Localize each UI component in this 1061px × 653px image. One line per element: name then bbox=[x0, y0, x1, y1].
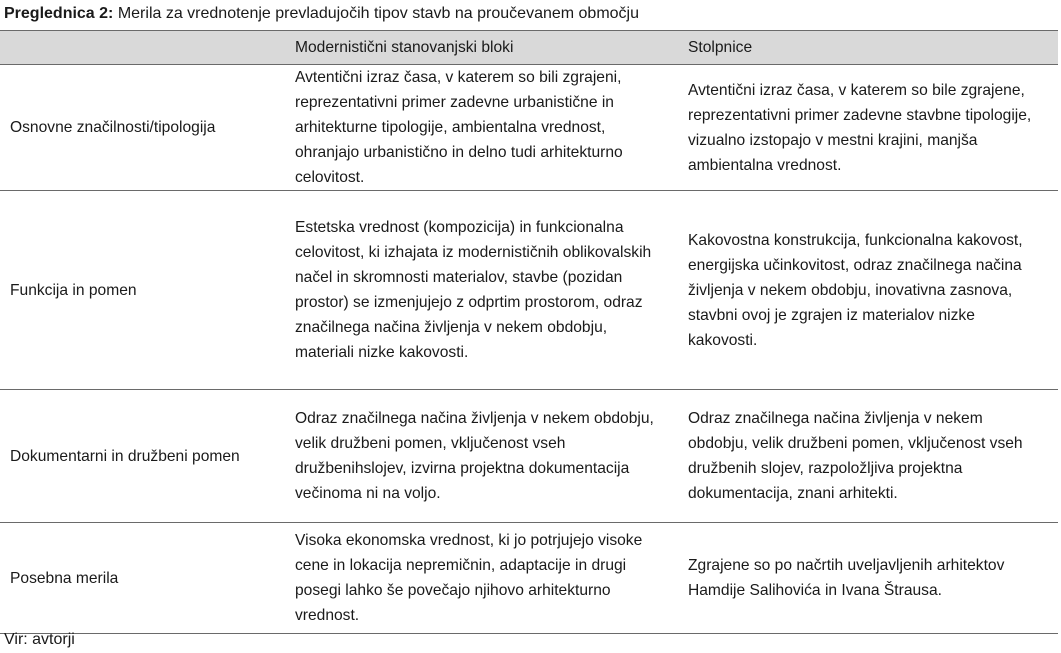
row-criterion: Funkcija in pomen bbox=[0, 191, 293, 390]
criteria-table bbox=[0, 30, 1058, 634]
table-header-row bbox=[0, 31, 1058, 65]
source-note: Vir: avtorji bbox=[4, 631, 75, 648]
row-towers-cell: Zgrajene so po načrtih uveljavljenih arhitektov Hamdije Salihovića in Ivana Štrausa. bbox=[688, 523, 1058, 634]
header-criterion bbox=[0, 31, 293, 65]
row-criterion: Posebna merila bbox=[0, 523, 293, 634]
table-caption bbox=[4, 4, 639, 24]
row-towers-cell: Kakovostna konstrukcija, funkcionalna kakovost, energijska učinkovitost, odraz značilnega načina življenja v nekem obdobju, inovativna zasnova, stavbni ovoj je zgrajen iz materialov nizke kakovosti. bbox=[688, 191, 1058, 390]
row-criterion: Dokumentarni in družbeni pomen bbox=[0, 390, 293, 523]
caption-text: Merila za vrednotenje prevladujočih tipov stavb na proučevanem območju bbox=[117, 5, 640, 22]
table-row bbox=[0, 523, 1058, 634]
row-blocks-cell: Avtentični izraz časa, v katerem so bili zgrajeni, reprezentativni primer zadevne urbanistične in arhitekturne tipologije, ambientalna vrednost, ohranjajo urbanistično in delno tudi arhitekturno celovitost. bbox=[293, 65, 688, 191]
row-blocks-cell: Visoka ekonomska vrednost, ki jo potrjujejo visoke cene in lokacija nepremičnin, adaptacije in drugi posegi lahko še povečajo njihovo arhitekturno vrednost. bbox=[293, 523, 688, 634]
row-towers-cell: Odraz značilnega načina življenja v nekem obdobju, velik družbeni pomen, vključenost vseh družbenih slojev, razpoložljiva projektna dokumentacija, znani arhitekti. bbox=[688, 390, 1058, 523]
header-towers: Stolpnice bbox=[688, 31, 1058, 65]
row-towers-cell: Avtentični izraz časa, v katerem so bile zgrajene, reprezentativni primer zadevne stavbne tipologije, vizualno izstopajo v mestni krajini, manjša ambientalna vrednost. bbox=[688, 65, 1058, 191]
table-row bbox=[0, 65, 1058, 191]
row-blocks-cell: Estetska vrednost (kompozicija) in funkcionalna celovitost, ki izhajata iz modernističnih oblikovalskih načel in skromnosti materialov, stavbe (pozidan prostor) se izmenjujejo z odprtim prostorom, odraz značilnega načina življenja v nekem obdobju, materiali nizke kakovosti. bbox=[293, 191, 688, 390]
table-row bbox=[0, 191, 1058, 390]
row-blocks-cell: Odraz značilnega načina življenja v nekem obdobju, velik družbeni pomen, vključenost vseh družbenihslojev, izvirna projektna dokumentacija večinoma ni na voljo. bbox=[293, 390, 688, 523]
row-criterion: Osnovne značilnosti/tipologija bbox=[0, 65, 293, 191]
header-blocks: Modernistični stanovanjski bloki bbox=[293, 31, 688, 65]
caption-label: Preglednica 2: bbox=[4, 5, 114, 22]
table-row bbox=[0, 390, 1058, 523]
